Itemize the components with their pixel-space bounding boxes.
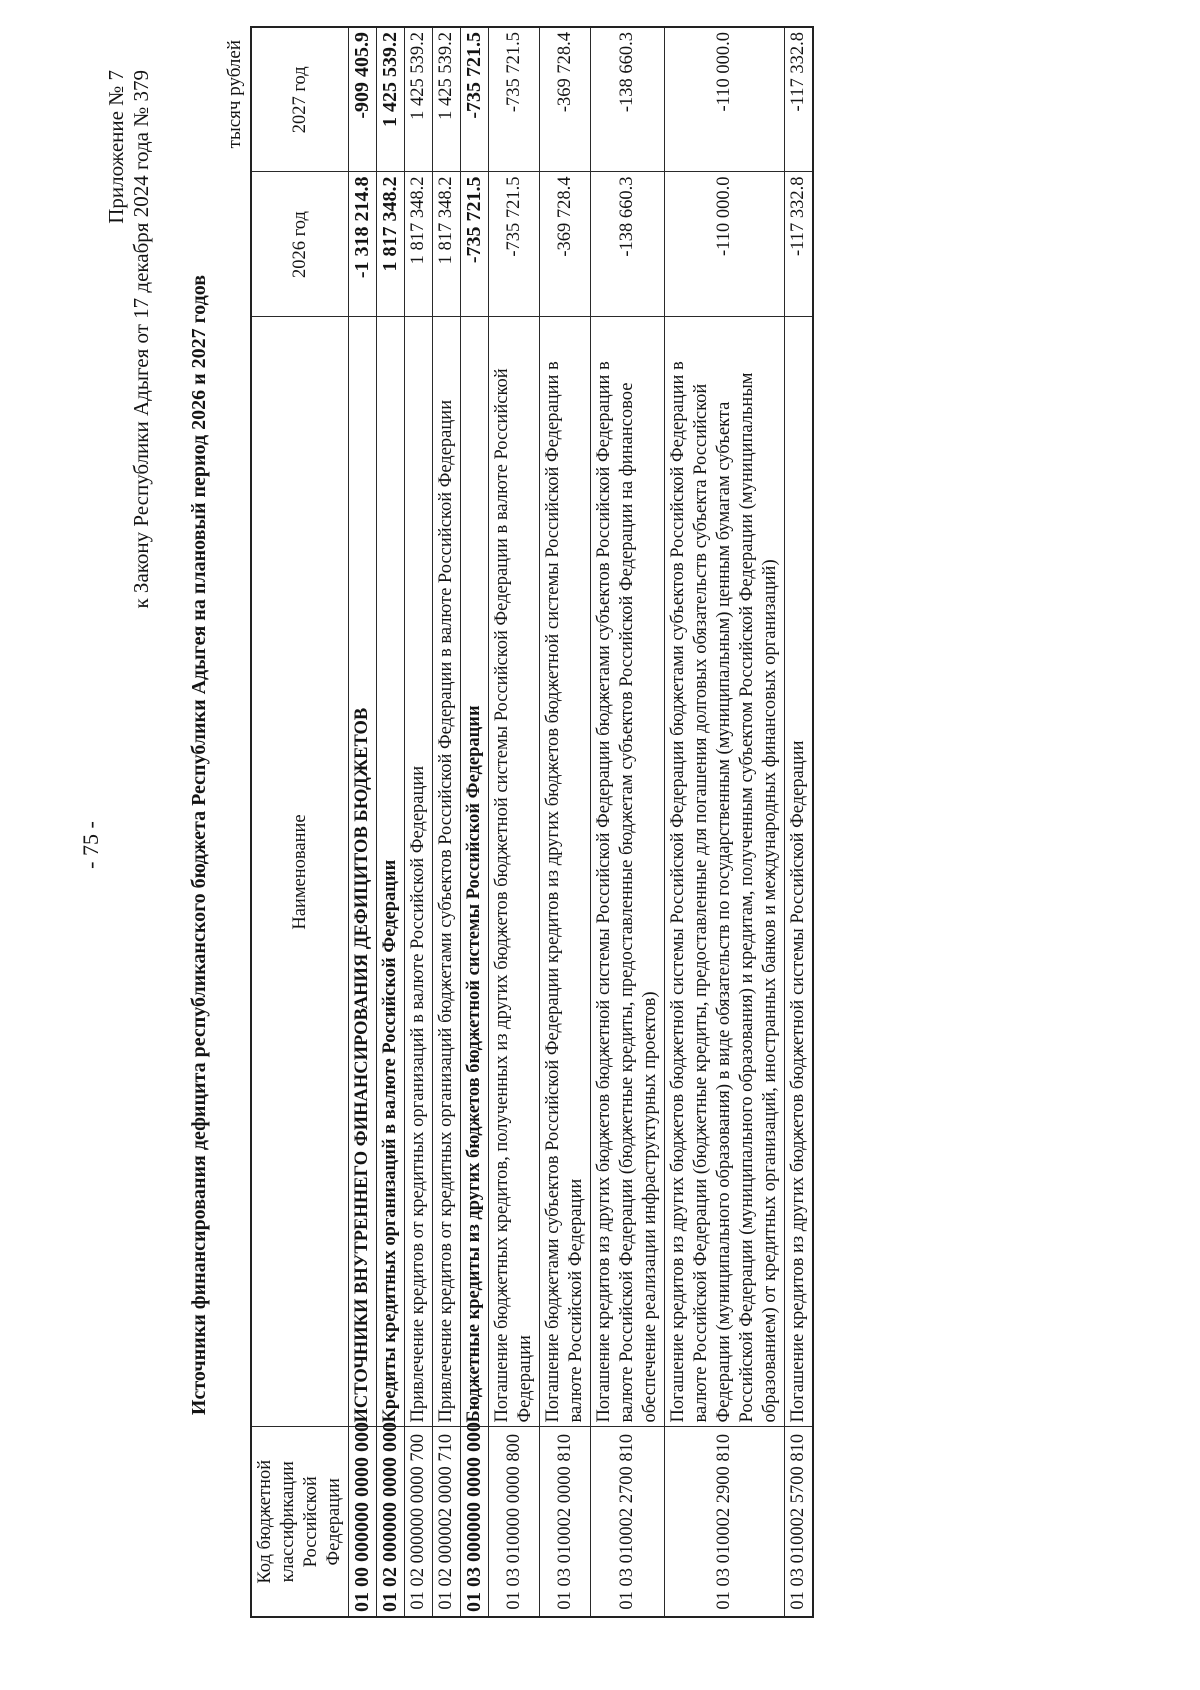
row-name: Привлечение кредитов от кредитных организаций бюджетами субъектов Российской Федерации в валюте Российской Федерации xyxy=(433,317,461,1427)
row-name: Погашение кредитов из других бюджетов бюджетной системы Российской Федерации xyxy=(785,317,814,1427)
table-row xyxy=(405,27,433,1617)
table-row xyxy=(591,27,665,1617)
row-name: Погашение кредитов из других бюджетов бюджетной системы Российской Федерации бюджетами субъектов Российской Федерации в валюте Российской Федерации (бюджетные кредиты, предоставленные для погашения долговых обязательств субъекта Российской Федерации (муниципального образования) в виде обязательств по государственным (муниципальным) ценным бумагам субъекта Российской Федерации (муниципального образования) и кредитам, полученным субъектом Российской Федерации (муниципальным образованием) от кредитных организаций, иностранных банков и международных финансовых организаций) xyxy=(665,317,785,1427)
row-value-2027: -735 721.5 xyxy=(461,27,489,172)
row-value-2026: -117 332.8 xyxy=(785,172,814,317)
row-value-2026: -369 728.4 xyxy=(540,172,591,317)
appendix-line-1: Приложение № 7 xyxy=(104,70,128,224)
table-row xyxy=(461,27,489,1617)
table-row xyxy=(349,27,377,1617)
header-code: Код бюджетной классификации Российской Федерации xyxy=(251,1427,349,1617)
row-value-2026: -138 660.3 xyxy=(591,172,665,317)
row-name: Кредиты кредитных организаций в валюте Российской Федерации xyxy=(377,317,405,1427)
page-number: - 75 - xyxy=(78,821,103,869)
table-body xyxy=(349,27,814,1617)
document-title: Источники финансирования дефицита республиканского бюджета Республики Адыгея на плановый период 2026 и 2027 годов xyxy=(188,274,210,1416)
row-code: 01 03 010002 0000 810 xyxy=(540,1427,591,1617)
row-name: Погашение бюджетами субъектов Российской Федерации кредитов из других бюджетов бюджетной системы Российской Федерации в валюте Российской Федерации xyxy=(540,317,591,1427)
row-code: 01 02 000000 0000 700 xyxy=(405,1427,433,1617)
row-value-2027: -369 728.4 xyxy=(540,27,591,172)
row-code: 01 00 000000 0000 000 xyxy=(349,1427,377,1617)
header-name: Наименование xyxy=(251,317,349,1427)
appendix-line-2: к Закону Республики Адыгея от 17 декабря 2024 года № 379 xyxy=(129,70,153,609)
row-code: 01 02 000002 0000 710 xyxy=(433,1427,461,1617)
unit-label: тысяч рублей xyxy=(224,40,245,149)
row-value-2027: 1 425 539.2 xyxy=(377,27,405,172)
row-value-2026: 1 817 348.2 xyxy=(405,172,433,317)
table-row xyxy=(489,27,540,1617)
table-header-row xyxy=(251,27,349,1617)
row-code: 01 03 000000 0000 000 xyxy=(461,1427,489,1617)
table-row xyxy=(540,27,591,1617)
row-value-2026: -110 000.0 xyxy=(665,172,785,317)
row-value-2027: -117 332.8 xyxy=(785,27,814,172)
row-code: 01 03 010002 2700 810 xyxy=(591,1427,665,1617)
row-value-2027: -110 000.0 xyxy=(665,27,785,172)
row-name: Погашение бюджетных кредитов, полученных из других бюджетов бюджетной системы Российской Федерации в валюте Российской Федерации xyxy=(489,317,540,1427)
table-row xyxy=(433,27,461,1617)
row-code: 01 03 010000 0000 800 xyxy=(489,1427,540,1617)
row-value-2026: -1 318 214.8 xyxy=(349,172,377,317)
row-name: Привлечение кредитов от кредитных организаций в валюте Российской Федерации xyxy=(405,317,433,1427)
row-name: Погашение кредитов из других бюджетов бюджетной системы Российской Федерации бюджетами субъектов Российской Федерации в валюте Российской Федерации (бюджетные кредиты, предоставленные бюджетам субъектов Российской Федерации на финансовое обеспечение реализации инфраструктурных проектов) xyxy=(591,317,665,1427)
row-code: 01 03 010002 5700 810 xyxy=(785,1427,814,1617)
row-value-2027: 1 425 539.2 xyxy=(433,27,461,172)
row-name: Бюджетные кредиты из других бюджетов бюджетной системы Российской Федерации xyxy=(461,317,489,1427)
row-code: 01 03 010002 2900 810 xyxy=(665,1427,785,1617)
header-2027: 2027 год xyxy=(251,27,349,172)
row-value-2026: 1 817 348.2 xyxy=(377,172,405,317)
row-value-2026: -735 721.5 xyxy=(461,172,489,317)
row-name: ИСТОЧНИКИ ВНУТРЕННЕГО ФИНАНСИРОВАНИЯ ДЕФИЦИТОВ БЮДЖЕТОВ xyxy=(349,317,377,1427)
financing-table xyxy=(250,26,814,1618)
row-value-2027: 1 425 539.2 xyxy=(405,27,433,172)
row-value-2027: -138 660.3 xyxy=(591,27,665,172)
table-row xyxy=(785,27,814,1617)
table-row xyxy=(377,27,405,1617)
row-value-2027: -909 405.9 xyxy=(349,27,377,172)
table-row xyxy=(665,27,785,1617)
header-2026: 2026 год xyxy=(251,172,349,317)
row-value-2026: 1 817 348.2 xyxy=(433,172,461,317)
appendix-note xyxy=(104,70,154,609)
row-code: 01 02 000000 0000 000 xyxy=(377,1427,405,1617)
row-value-2026: -735 721.5 xyxy=(489,172,540,317)
row-value-2027: -735 721.5 xyxy=(489,27,540,172)
